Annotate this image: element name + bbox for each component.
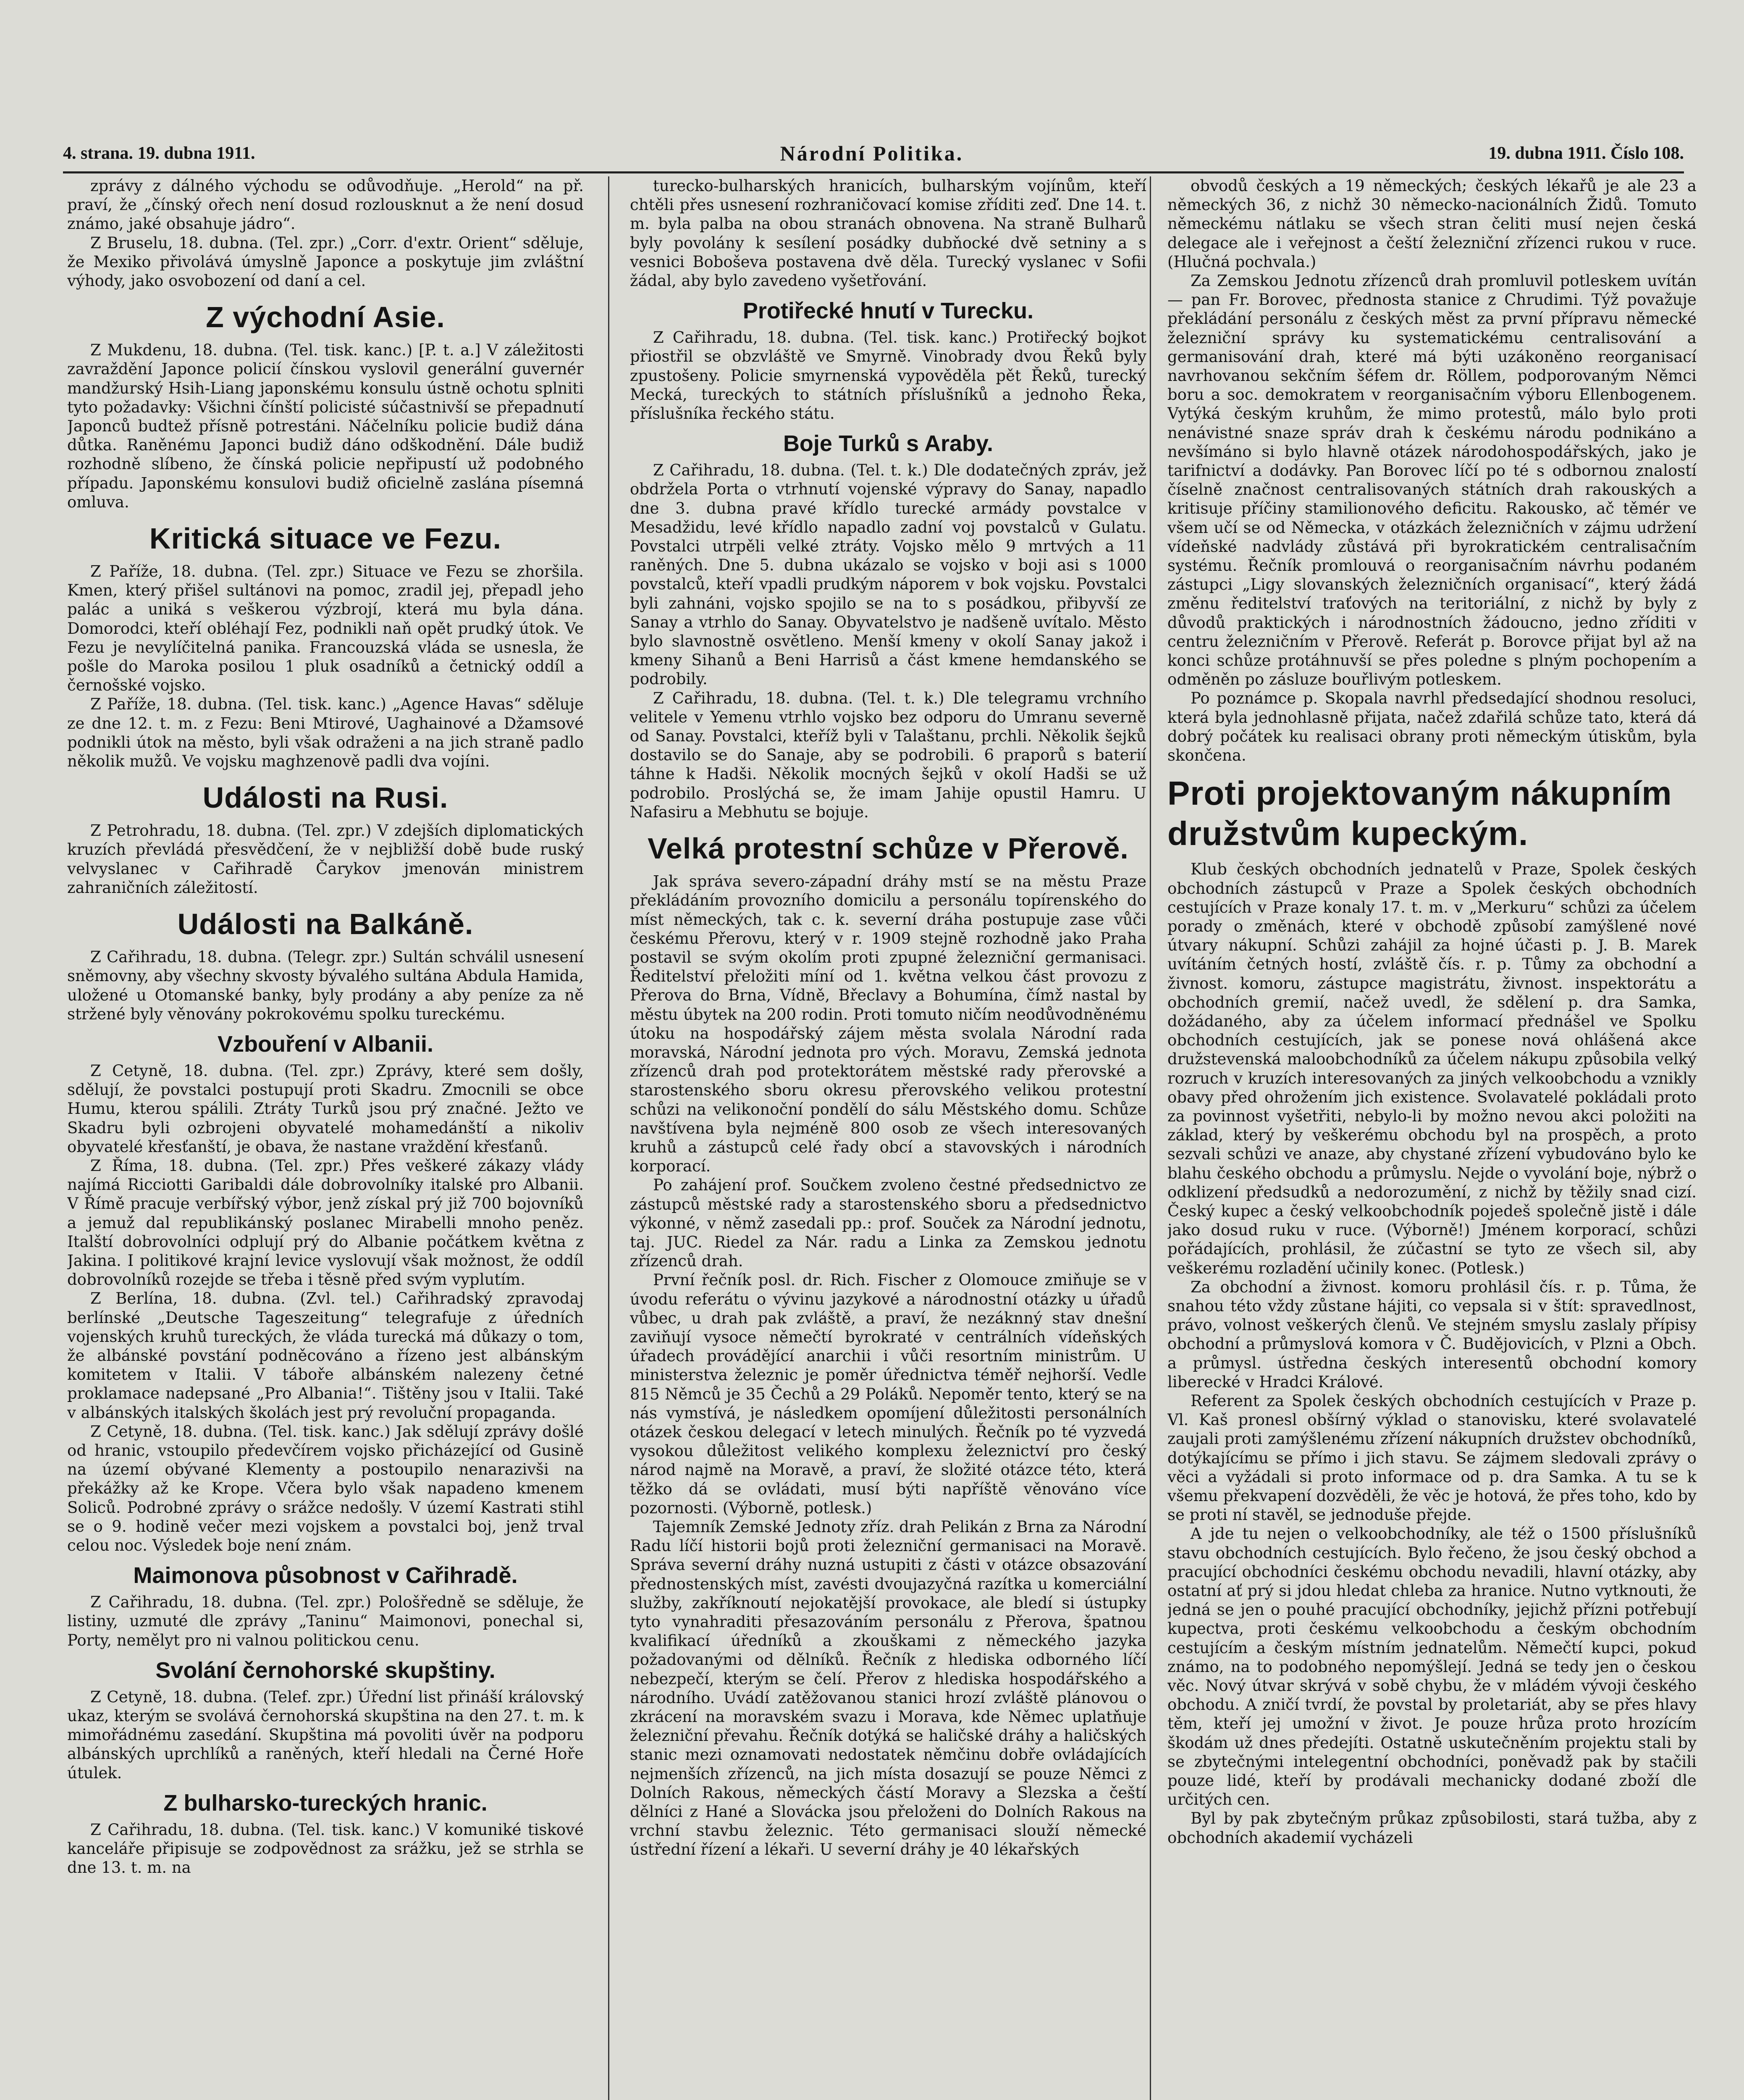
article-text: Za Zemskou Jednotu zřízenců drah promluvil potleskem uvítán — pan Fr. Borovec, přednosta stanice z Chrudimi. Týž považuje překládání personálu z českých měst za první přípravu německé železniční správy ku systematickému centralisování a germanisování drah, které má býti uzákoněno reorganisací navrhovanou sekčním šéfem dr. Röllem, podporovaným Němci boru a soc. demokratem v reorganisačním výboru Ellenbogenem. Vytýká českým kruhům, že mimo protestů, málo bylo proti nenávistné snaze správ drah k českému národu podnikáno a nevšímáno si bylo hlavně otázek národohospodářských, jako je tarifnictví a dodávky. Pan Borovec líčí po té s odbornou znalostí číselně značnost centralisovaných státních drah rakouských a kritisuje příčiny stamilionového deficitu. Rakousko, ač těmér ve všem učí se od Německa, v otázkách železničních v zájmu udržení vídeňské nadvlády zůstává při byrokratickém centralisačním systému. Řečník promlouvá o reorganisačním návrhu podaném zástupci „Ligy slovanských železničních organisací“, který žádá změnu ředitelství traťových na teritoriální, z nichž by byly z důvodů praktických i národnostních žádoucno, jedno zříditi v centru železničním v Přerově. Referát p. Borovce přijat byl až na konci schůze protáhnuvší se přes poledne s plným pochopením a odměněn po zásluze bouřlivým potleskem. bbox=[1167, 272, 1697, 689]
header-left: 4. strana. 19. dubna 1911. bbox=[63, 144, 255, 163]
article-text: Z Bruselu, 18. dubna. (Tel. zpr.) „Corr. d'extr. Orient“ sděluje, že Mexiko přivolává úmyslně Japonce a poskytuje jim zvláštní výhody, jako osvobození od daní a cel. bbox=[67, 234, 584, 290]
article-text: A jde tu nejen o velkoobchodníky, ale též o 1500 příslušníků stavu obchodních cestujících. Bylo řečeno, že jsou český obchod a pracující obchodníci českému obchodu nevadili, hlavní otázky, aby ostatní ať prý si jdou hledat chleba za hranice. Nutno vytknouti, že jedná se jen o pouhé pracující obchodníky, jejichž přízni potřebují kupectva, proti českému velkoobchodu a českým obchodním cestujícím a českým místním jednatelům. Němečtí kupci, pokud známo, na to podobného nepomýšlejí. Jedná se tedy jen o českou věc. Nový útvar skrývá v sobě chybu, že v mládém vývoji českého obchodu. A zničí tvrdí, že povstal by proletariát, aby se přes hlavy těm, kteří jej umožní v život. Je pouze hrůza proto hrozícím škodám už dnes předejíti. Ostatně uskutečněním projektu stali by se zbytečnými intelegentní obchodníci, poněvadž pak by stačili pouze lidé, kteří by prodávali mechanicky dodané zboží dle určitých cen. bbox=[1167, 1525, 1697, 1809]
article-text: turecko-bulharských hranicích, bulharským vojínům, kteří chtěli přes usnesení rozhraničovací komise zříditi zeď. Dne 14. t. m. byla palba na obou stranách obnovena. Na straně Bulharů byly povolány k sesílení posádky dubňocké dvě setniny a s vesnici Boboševa postavena dvě děla. Turecký vyslanec v Sofii žádal, aby bylo zavedeno vyšetřování. bbox=[630, 177, 1146, 290]
article-text: Z Cařihradu, 18. dubna. (Tel. t. k.) Dle dodatečných zpráv, jež obdržela Porta o vtrhnutí vojenské výpravy do Sanay, napadlo dne 3. dubna pravé křídlo turecké armády povstalce v Mesadžidu, levé křídlo napadlo zadní voj povstalců v Gulatu. Povstalci utrpěli velké ztráty. Vojsko mělo 9 mrtvých a 11 raněných. Dne 5. dubna ukázalo se vojsko v boji asi s 1000 povstalců, kteří vpadli prudkým náporem v bok vojsku. Povstalci byli zahnáni, vojsko spojilo se na to s posádkou, přibyvší ze Sanay a vtrhlo do Sanay. Obyvatelstvo je nadšeně uvítalo. Město bylo slavnostně osvětleno. Menší kmeny v okolí Sanay jakož i kmeny Sihanů a Beni Harrisů a část kmene hemdanského se podrobily. bbox=[630, 461, 1146, 688]
article-text: Z Cetyně, 18. dubna. (Tel. zpr.) Zprávy, které sem došly, sdělují, že povstalci postupují proti Skadru. Zmocnili se obce Humu, kterou spálili. Ztráty Turků jsou prý značné. Ježto ve Skadru byli ozbrojeni obyvatelé mohamedánští a nikoliv obyvatelé křesťanští, je obava, že nastane vraždění křesťanů. bbox=[67, 1061, 584, 1156]
article-subheading: Boje Turků s Araby. bbox=[783, 431, 994, 457]
article-text: Z Cařihradu, 18. dubna. (Tel. t. k.) Dle telegramu vrchního velitele v Yemenu vtrhlo vojsko bez odporu do Umranu severně od Sanay. Povstalci, kteříž byli v Talaštanu, prchli. Několik šejků dostavilo se do Sanaje, aby se podrobili. 6 praporů s baterií táhne k Hadši. Několik mocných šejků v okolí Hadši se už podrobilo. Proslýchá se, že imam Jahije opustil Hamru. U Nafasiru a Mebhutu se bojuje. bbox=[630, 689, 1146, 821]
article-text: Tajemník Zemské Jednoty zříz. drah Pelikán z Brna za Národní Radu líčí historii bojů proti železniční germanisaci na Moravě. Správa severní dráhy nuzná ustupiti z části v otázce obsazování přednostenských míst, zavésti dvoujazyčná razítka u komerciální služby, zakříknoutí nejokatější provokace, ale bledí si ústupky tyto vynahraditi přesazováním personálu z Přerova, špatnou kvalifikací úředníků a zkouškami z německého jazyka požadovanými od dělníků. Řečník z hlediska odborného líčí nebezpečí, kterým se čelí. Přerov z hlediska hospodářského a národního. Uvádí zatěžovanou stanici hrozí zvláště plánovou o zkrácení na moravském svazu i Morava, kde Němec uplatňuje železniční převahu. Řečník dotýká se haličské dráhy a haličských stanic mezi oznamovati nedostatek němčinu dobře ovládajících nejmenších zřízenců, na jich místa dosazují se pouze Němci z Dolních Rakous, německých částí Moravy a Slezska a čeští dělníci z Hané a Slovácka jsou přeloženi do Dolních Rakous na vrchní stavbu železnic. Této germanisaci slouží německé ústřední řízení a lékaři. U severní dráhy je 40 lékařských bbox=[630, 1518, 1146, 1859]
article-heading: Z východní Asie. bbox=[206, 301, 445, 334]
column-1 bbox=[67, 176, 584, 2100]
article-text: Z Mukdenu, 18. dubna. (Tel. tisk. kanc.) [P. t. a.] V záležitosti zavraždění Japonce policií čínskou vyslovil generální guvernér mandžurský Hsih-Liang japonskému konsulu ústně ochotu splniti tyto požadavky: Všichni čínští policisté súčastnivší se přepadnutí Japonců budtež přísně potrestáni. Náčelníku policie budiž dána důtka. Raněnému Japonci budiž dáno odškodnění. Dále budiž rozhodně slíbeno, že čínská policie nepřipustí už podobného případu. Japonskému konsulovi budiž oficielně zaslána písemná omluva. bbox=[67, 341, 584, 511]
article-text: Byl by pak zbytečným průkaz způsobilosti, stará tužba, aby z obchodních akademií vycházeli bbox=[1167, 1809, 1697, 1847]
article-text: Klub českých obchodních jednatelů v Praze, Spolek českých obchodních zástupců v Praze a Spolek českých obchodních cestujících v Praze konaly 17. t. m. v „Merkuru“ schůzi za účelem porady o změnách, které v obchodě způsobí zamýšlené nové útvary nákupní. Schůzi zahájil za hojné účasti p. J. B. Marek uvítáním četných hostí, zvláště čís. r. p. Tůmy za obchodní a živnost. komoru, zástupce magistrátu, živnost. inspektorátu a obchodních gremií, načež uvedl, že sdělení p. dra Samka, dožádaného, aby za účelem informací přednášel ve Spolku obchodních cestujících, jak se ponese nová ohlášená akce družstevenská maloobchodníků za účelem nákupu způsobila velký rozruch v kruzích interesovaných za jiných velkoobchodu a vznikly obavy před ohrožením jich existence. Svolavatelé pokládali proto za povinnost vyšetřiti, nebylo-li by možno nevou akci položiti na základ, který by veškerému obchodu byl na prospěch, a proto sezvali schůzi ve anaze, aby chystané zřízení vybudováno bylo ke blahu českého obchodu a průmyslu. Nejde o vyvolání boje, nýbrž o odklizení předsudků a nedorozumění, z nichž by těžily snad cizí. Český kupec a český velkoobchodník pojedeš společně jistě i dále jako dosud ruku v ruce. (Výborně!) Jménem korporací, schůzi pořádajících, prohlásil, že zúčastní se tyto ze všech sil, aby veškerému rozladění učinily konec. (Potlesk.) bbox=[1167, 860, 1697, 1277]
article-subheading: Maimonova působnost v Cařihradě. bbox=[133, 1563, 518, 1588]
article-text: obvodů českých a 19 německých; českých lékařů je ale 23 a německých 36, z nichž 30 německo-nacionálních Židů. Tomuto německému nátlaku se všech stran čeliti musí nejen česká delegace ale i veřejnost a čeští železniční zřízenci rukou v ruce. (Hlučná pochvala.) bbox=[1167, 177, 1697, 271]
column-rule-2 bbox=[1150, 176, 1151, 2100]
article-heading: Události na Balkáně. bbox=[177, 908, 474, 941]
article-heading: Události na Rusi. bbox=[202, 781, 448, 814]
article-subheading: Z bulharsko-tureckých hranic. bbox=[163, 1790, 488, 1816]
article-subheading: Svolání černohorské skupštiny. bbox=[155, 1657, 496, 1683]
article-text: Z Paříže, 18. dubna. (Tel. zpr.) Situace ve Fezu se zhoršila. Kmen, který přišel sultánovi na pomoc, zradil jej, přepadl jeho palác a uniká s veškerou výzbrojí, která mu byla dána. Domorodci, kteří obléhají Fez, podnikli naň opět prudký útok. Ve Fezu je nevylíčitelná panika. Francouzská vláda se usnesla, že pošle do Maroka posilou 1 pluk osadníků a četnický oddíl a černošské vojsko. bbox=[67, 562, 584, 695]
article-text: Z Berlína, 18. dubna. (Zvl. tel.) Cařihradský zpravodaj berlínské „Deutsche Tageszeitung“ telegrafuje z úředních vojenských kruhů tureckých, že vláda turecká má důkazy o tom, že albánské povstání podněcováno a řízeno jest albánským komitetem v Italii. V táboře albánském nalezeny četné proklamace nadepsané „Pro Albania!“. Tištěny jsou v Italii. Také v albánských italských školách jest prý revoluční propaganda. bbox=[67, 1289, 584, 1422]
masthead: Národní Politika. bbox=[780, 142, 964, 165]
article-text: Z Cetyně, 18. dubna. (Tel. tisk. kanc.) Jak sdělují zprávy došlé od hranic, vstoupilo předevčírem vojsko přicházející od Gusině na území obývané Klementy a postoupilo nenarazivši na překážky až ke Krope. Včera bylo však napadeno kmenem Soliců. Podrobné zprávy o srážce nedošly. V území Kastrati stihl se o 9. hodině večer mezi vojskem a povstalci boj, jenž trval celou noc. Výsledek boje není znám. bbox=[67, 1422, 584, 1554]
article-text: Z Cařihradu, 18. dubna. (Tel. tisk. kanc.) V komuniké tiskové kanceláře připisuje se zodpovědnost za srážku, jež se strhla se dne 13. t. m. na bbox=[67, 1820, 584, 1877]
article-heading: Velká protestní schůze v Přerově. bbox=[648, 832, 1129, 865]
column-3 bbox=[1167, 176, 1697, 2100]
article-text: Jak správa severo-západní dráhy mstí se na městu Praze překládáním provozního domicilu a personálu topírenského do míst německých, tak c. k. severní dráha postupuje zase vůči českému Přerovu, který v r. 1909 stejně rozhodně jako Praha postavil se svým okolím proti zpupné železniční germanisaci. Ředitelství přeložiti míní od 1. května velkou část provozu z Přerova do Brna, Vídně, Břeclavy a Bohumína, čímž nastal by městu úbytek na 200 rodin. Proti tomuto ničím neodůvodněnému útoku na hospodářský zájem města svolala Národní rada moravská, Národní jednota pro vých. Moravu, Zemská jednota zřízenců drah pod protektorátem městské rady přerovské a starostenského sboru okresu přerovského velikou protestní schůzi na velikonoční pondělí do sálu Městského domu. Schůze navštívena byla nejméně 800 osob ze všech interesovaných kruhů a zástupců celé řady obcí a stavovských i národních korporací. bbox=[630, 872, 1146, 1176]
article-text: Za obchodní a živnost. komoru prohlásil čís. r. p. Tůma, že snahou této vždy zůstane hájiti, co vepsala si v štít: spravedlnost, právo, volnost veškerých členů. Ve stejném smyslu zaslaly přípisy obchodní a průmyslová komora v Č. Budějovicích, v Plzni a Obch. a průmysl. ústředna českých interesentů obchodní komory liberecké v Hradci Králové. bbox=[1167, 1278, 1697, 1391]
article-subheading: Protiřecké hnutí v Turecku. bbox=[742, 298, 1034, 324]
article-text: Referent za Spolek českých obchodních cestujících v Praze p. Vl. Kaš pronesl obšírný výklad o stanovisku, které svolavatelé zaujali proti zamýšlenému zřízení nákupních družstev obchodníků, dotýkajícímu se přímo i jich stavu. Se zájmem sledovali zprávy o věci a vyžádali si proto informace od p. dra Samka. A tu se k všemu překvapení dozvěděli, že věc je hotová, že přes toho, kdo by se proti ní stavěl, se jednoduše přejde. bbox=[1167, 1391, 1697, 1524]
article-text: Z Cařihradu, 18. dubna. (Telegr. zpr.) Sultán schválil usnesení sněmovny, aby všechny skvosty bývalého sultána Abdula Hamida, uložené u Otomanské banky, byly prodány a aby peníze za ně stržené byly věnovány pokrokovému spolku tureckému. bbox=[67, 948, 584, 1023]
article-heading: Proti projektovaným nákupním družstvům kupeckým. bbox=[1167, 774, 1672, 853]
article-heading: Kritická situace ve Fezu. bbox=[149, 522, 502, 555]
article-subheading: Vzbouření v Albanii. bbox=[217, 1031, 434, 1057]
article-text: Z Paříže, 18. dubna. (Tel. tisk. kanc.) „Agence Havas“ sděluje ze dne 12. t. m. z Fezu: Beni Mtirové, Uaghainové a Džamsové podnikli útok na město, byli však odraženi a na jich straně padlo několik mužů. Ve vojsku maghzenově padli dva vojíni. bbox=[67, 695, 584, 771]
article-text: Po poznámce p. Skopala navrhl předsedající shodnou resoluci, která byla jednohlasně přijata, načež zdařilá schůze tato, která dá dobrý počátek ku realisaci obrany proti německým útiskům, byla skončena. bbox=[1167, 689, 1697, 765]
column-rule-1 bbox=[608, 176, 609, 2100]
article-text: Z Cetyně, 18. dubna. (Telef. zpr.) Úřední list přináší královský ukaz, kterým se svolává černohorská skupština na den 27. t. m. k mimořádnému zasedání. Skupština má povoliti úvěr na podporu albánských uprchlíků a raněných, kteří hledali na Černé Hoře útulek. bbox=[67, 1688, 584, 1782]
article-text: Z Říma, 18. dubna. (Tel. zpr.) Přes veškeré zákazy vlády najímá Ricciotti Garibaldi dále dobrovolníky italské pro Albanii. V Římě pracuje verbířský výbor, jenž získal prý již 700 bojovníků a jemuž dal republikánský poslanec Mirabelli mnoho peněz. Italští dobrovolníci odplují prý do Albanie počátkem května z Jakina. I politikové krajní levice vyslovují však možnost, že oddíl dobrovolníků rozejde se třeba i těsně před svým vyplutím. bbox=[67, 1156, 584, 1289]
article-text: zprávy z dálného východu se odůvodňuje. „Herold“ na př. praví, že „čínský ořech není dosud rozlousknut a že není dosud známo, jaké obsahuje jádro“. bbox=[67, 177, 584, 233]
article-text: Z Cařihradu, 18. dubna. (Tel. zpr.) Pološředně se sděluje, že listiny, uzmuté dle zprávy „Taninu“ Maimonovi, ponechal si, Porty, nemělyt pro ni valnou politickou cenu. bbox=[67, 1593, 584, 1649]
header-right: 19. dubna 1911. Číslo 108. bbox=[1488, 144, 1684, 163]
article-text: První řečník posl. dr. Rich. Fischer z Olomouce zmiňuje se v úvodu referátu o vývinu jazykové a národnostní otázky u úřadů vůbec, u drah pak zvláště, a praví, že nezáknný stav dnešní zaviňují vysoce němečtí byrokraté v centrálních vídeňských úřadech provádějící anarchii i vůči resortním ministrům. U ministerstva železnic je poměr úřednictva téměř nejhorší. Vedle 815 Němců je 35 Čechů a 29 Poláků. Nepoměr tento, který se na nás vymstívá, je následkem opomíjení důležitosti personálních otázek českou delegací v letech minulých. Řečník po té vyzvedá vysokou důležitost velikého komplexu železnictví pro český národ najmě na Moravě, a praví, že složité otázce této, která těžko dá se ovládati, musí býti napříště věnováno více pozornosti. (Výborně, potlesk.) bbox=[630, 1271, 1146, 1517]
article-text: Z Petrohradu, 18. dubna. (Tel. zpr.) V zdejších diplomatických kruzích převládá přesvědčení, že v nejbližší době bude ruský velvyslanec v Cařihradě Čarykov jmenován ministrem zahraničních záležitostí. bbox=[67, 822, 584, 897]
column-2 bbox=[630, 176, 1146, 2100]
header-rule bbox=[63, 171, 1684, 173]
article-text: Po zahájení prof. Součkem zvoleno čestné předsednictvo ze zástupců městské rady a starostenského sboru a předsednictvo výkonné, v němž zasedali pp.: prof. Souček za Národní jednotu, taj. JUC. Riedel za Nár. radu a Linka za Zemskou jednotu zřízenců drah. bbox=[630, 1176, 1146, 1270]
page-header bbox=[63, 139, 1684, 168]
article-text: Z Cařihradu, 18. dubna. (Tel. tisk. kanc.) Protiřecký bojkot přiostřil se obzvláště ve Smyrně. Vinobrady dvou Řeků byly zpustošeny. Policie smyrnenská vypověděla pět Řeků, turecký Mecká, tureckých to státních příslušníků a jednoho Řeka, příslušníka řeckého státu. bbox=[630, 328, 1146, 423]
